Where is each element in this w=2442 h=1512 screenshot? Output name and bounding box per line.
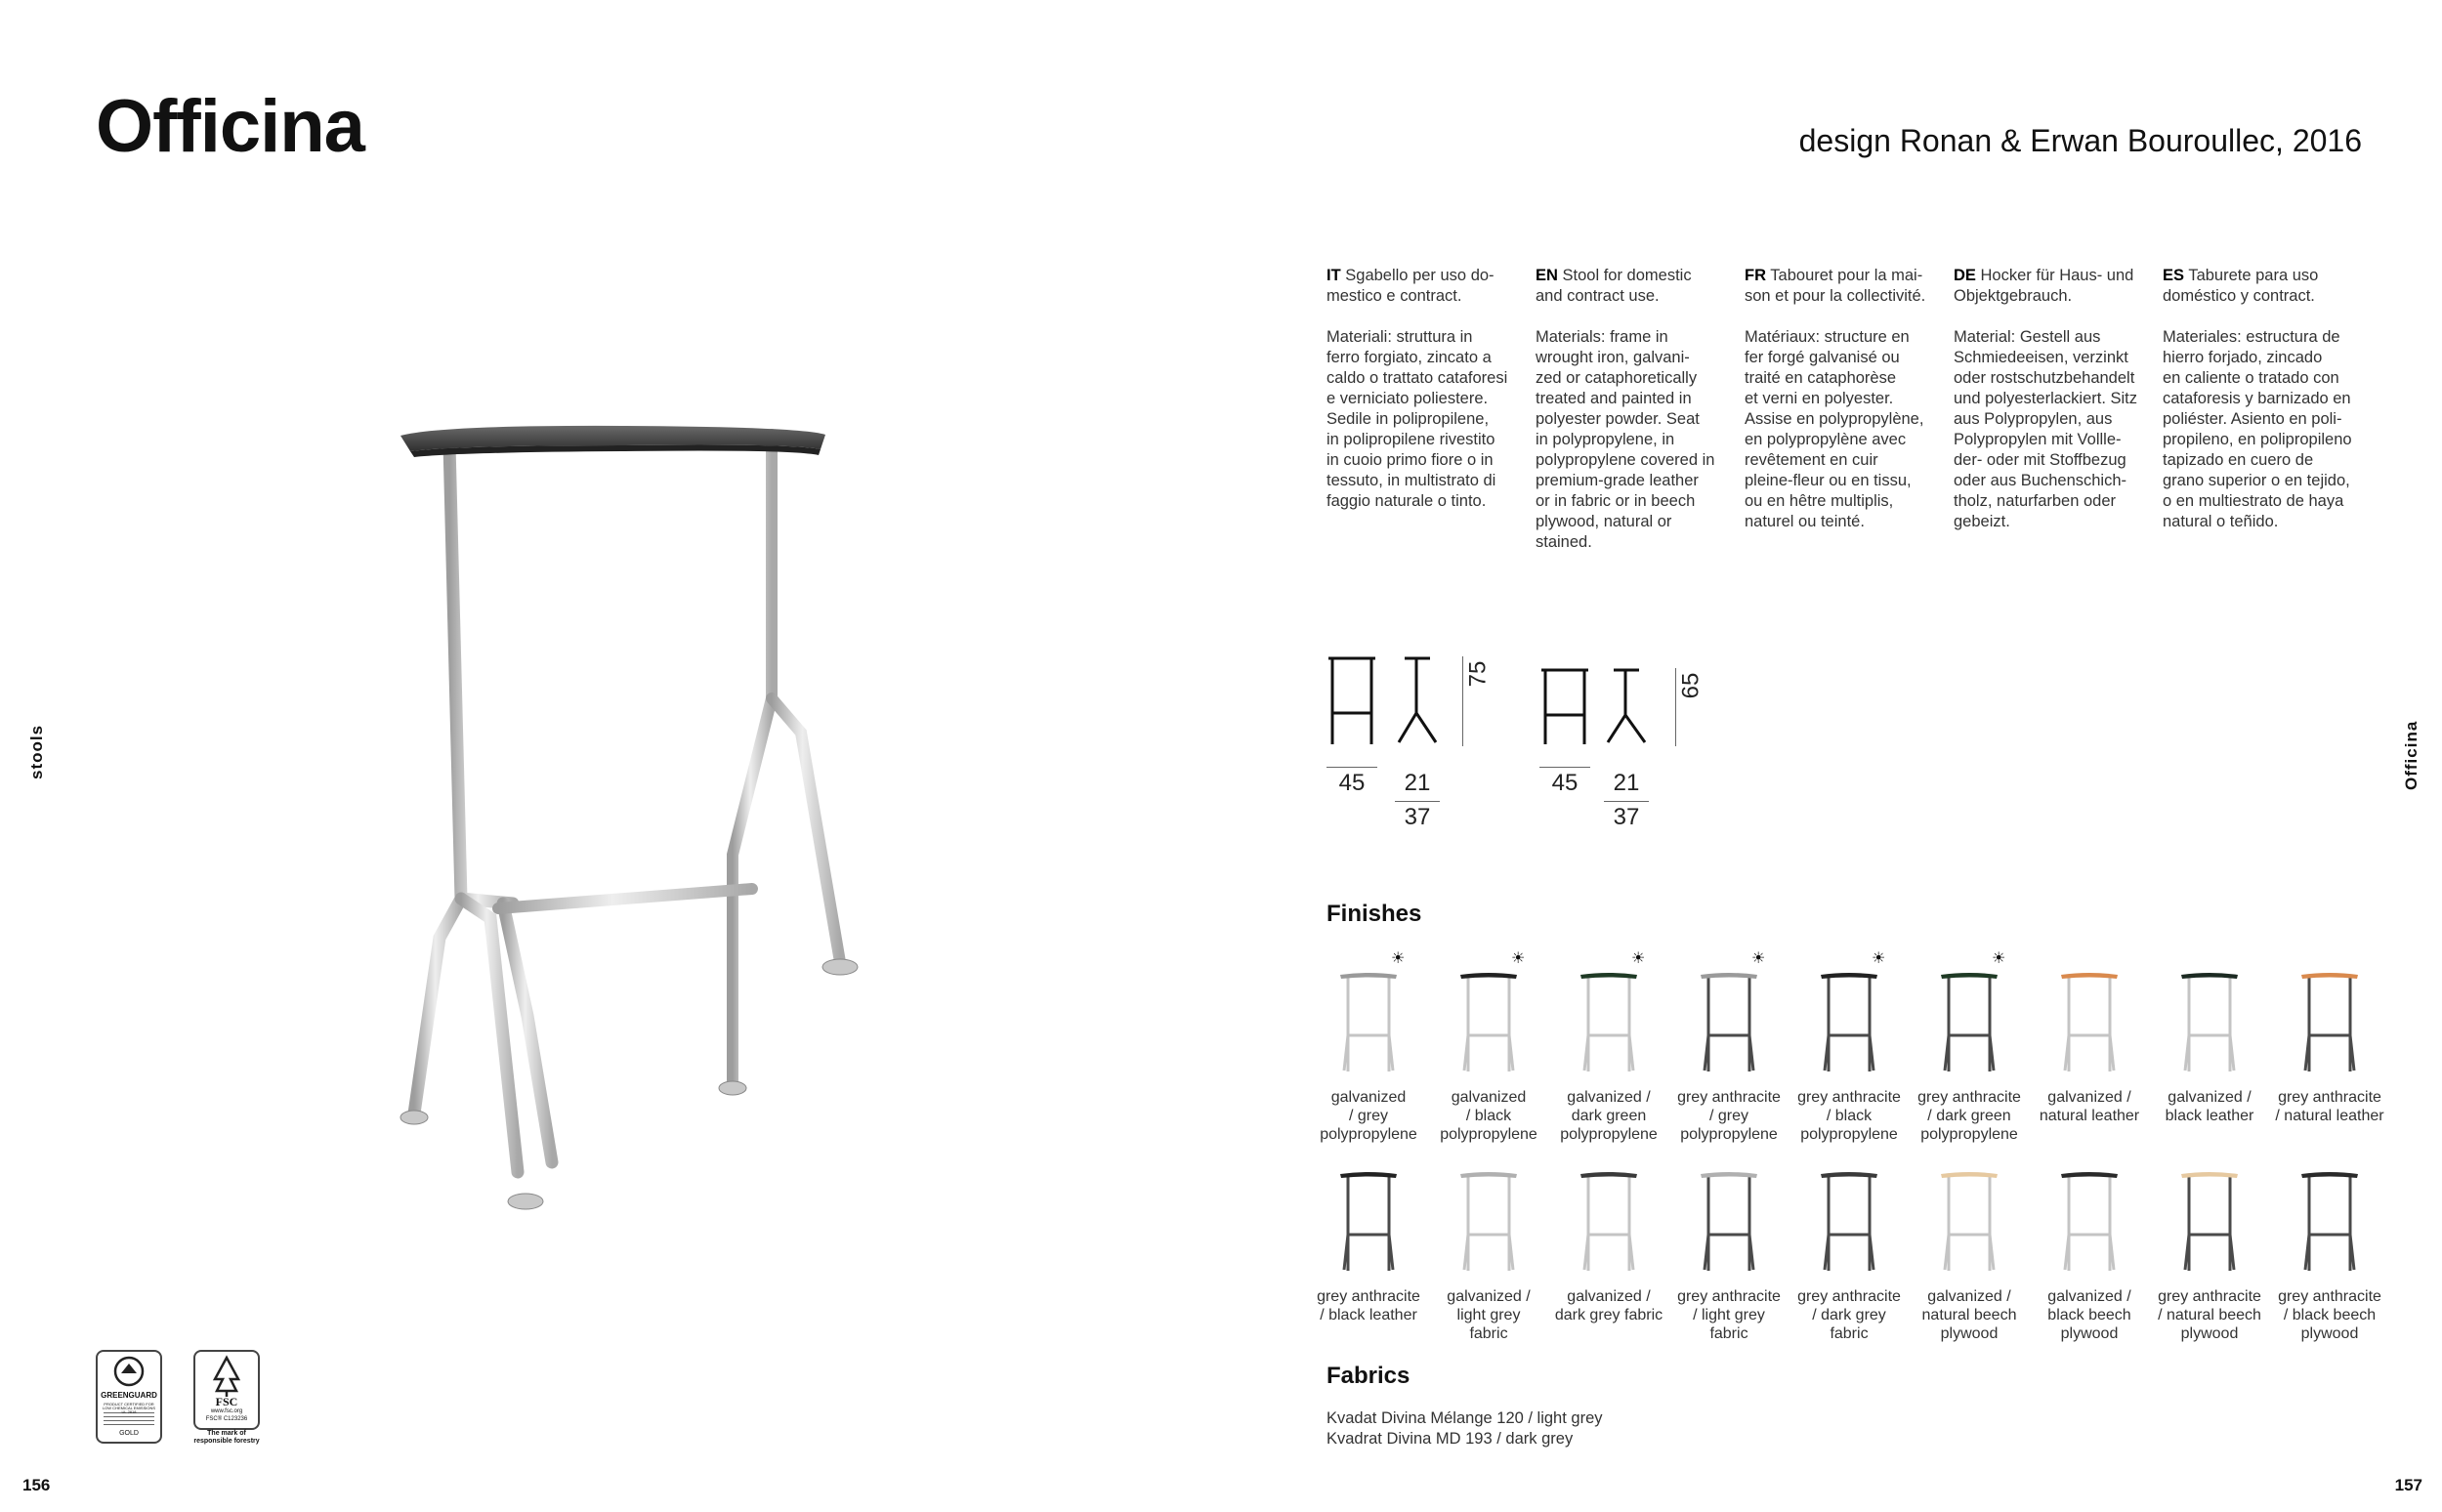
stool-thumbnail [2175,969,2244,1076]
seat-shape [1460,973,1517,979]
side-view-drawing-75 [1395,656,1440,746]
frame-shape [1464,1177,1513,1271]
fabrics-list [1326,1408,1603,1449]
depth-line-75 [1395,801,1440,802]
finish-swatch [1429,969,1548,1144]
finish-label: grey anthracite / natural leather [2275,1089,2384,1124]
frame-shape [2305,978,2354,1071]
seat-shape [1821,973,1877,979]
frame-shape [1705,1177,1753,1271]
width-value-65: 45 [1551,770,1579,796]
frame-shape [2065,978,2114,1071]
frame-shape [1825,978,1874,1071]
seat-shape [1941,973,1998,979]
finish-label: grey anthracite / dark grey fabric [1797,1288,1901,1342]
lang-code: ES [2163,267,2185,284]
side-label-left: stools [27,724,46,779]
finish-swatch [2150,969,2269,1125]
description-en [1536,266,1731,573]
fsc-name: FSC [215,1395,238,1408]
finish-label: galvanized / light grey fabric [1447,1288,1531,1342]
finish-label: grey anthracite / dark green polypropylene [1917,1089,2021,1143]
width-line-65 [1539,767,1590,768]
lang-intro: Stool for domestic and contract use. [1536,267,1692,305]
seat-shape [2061,1172,2118,1178]
page-title: Officina [96,85,364,168]
finish-label: galvanized / dark green polypropylene [1560,1089,1658,1143]
lang-intro: Sgabello per uso do- mestico e contract. [1326,267,1495,305]
lang-code: DE [1954,267,1976,284]
seat-shape [1580,1172,1637,1178]
outdoor-sun-icon: ☀ [1391,950,1406,967]
lang-code: EN [1536,267,1558,284]
side-view-drawing-65 [1604,668,1649,746]
fsc-badge [193,1350,260,1430]
stool-thumbnail [2055,969,2124,1076]
finish-swatch [2030,1168,2149,1343]
finish-swatch [1669,1168,1789,1343]
height-line-65 [1675,668,1676,746]
finish-swatch [1549,1168,1668,1324]
frame-shape [1344,978,1393,1071]
stool-thumbnail [1334,1168,1403,1276]
finish-swatch [1910,1168,2029,1343]
frame-shape [1945,1177,1994,1271]
depth-base-value-75: 37 [1404,804,1431,830]
description-fr [1745,266,1940,553]
seat-shape [1340,973,1397,979]
greenguard-badge [96,1350,162,1444]
finish-swatch [1789,969,1909,1144]
front-view-drawing-75 [1325,656,1383,746]
stool-thumbnail [2055,1168,2124,1276]
finish-label: galvanized / natural leather [2039,1089,2140,1124]
stool-thumbnail [1454,1168,1523,1276]
seat-shape [1340,1172,1397,1178]
designer-credit: design Ronan & Erwan Bouroullec, 2016 [1798,123,2362,158]
lang-materials: Matériaux: structure en fer forgé galvanisé ou traité en cataphorèse et verni en polyester. Assise en polypropylène, en polypropylène avec revêtement en cuir pleine-fleur ou en tissu, ou en hêtre multiplis, naturel ou teinté. [1745,328,1924,530]
finish-label: grey anthracite / grey polypropylene [1677,1089,1781,1143]
fsc-site: www.fsc.org [210,1408,243,1414]
finish-label: galvanized / grey polypropylene [1320,1089,1417,1143]
greenguard-subtext: PRODUCT CERTIFIED FOR LOW CHEMICAL EMISSIONS UL 2818 [102,1402,156,1414]
page-number-right: 157 [2394,1476,2422,1494]
lang-intro: Taburete para uso doméstico y contract. [2163,267,2319,305]
finish-label: galvanized / black polypropylene [1440,1089,1537,1143]
stool-thumbnail [2295,969,2364,1076]
seat-shape [2301,973,2358,979]
fabric-line: Kvadat Divina Mélange 120 / light grey [1326,1409,1603,1427]
finish-label: grey anthracite / natural beech plywood [2158,1288,2261,1342]
lang-code: IT [1326,267,1341,284]
stool-thumbnail [1454,969,1523,1076]
page-number-left: 156 [22,1476,51,1494]
finish-swatch [1789,1168,1909,1343]
stool-thumbnail [2295,1168,2364,1276]
stool-thumbnail [1935,969,2003,1076]
outdoor-sun-icon: ☀ [1511,950,1526,967]
fabric-line: Kvadrat Divina MD 193 / dark grey [1326,1430,1574,1448]
depth-value-75: 21 [1404,770,1431,796]
front-view-drawing-65 [1537,668,1596,746]
seat-shape [2061,973,2118,979]
stool-thumbnail [1334,969,1403,1076]
seat-shape [1701,1172,1757,1178]
frame-shape [1825,1177,1874,1271]
seat-shape [2301,1172,2358,1178]
lang-intro: Tabouret pour la mai- son et pour la collectivité. [1745,267,1926,305]
depth-base-value-65: 37 [1613,804,1640,830]
frame-shape [1464,978,1513,1071]
height-line-75 [1462,656,1463,746]
finish-label: galvanized / dark grey fabric [1554,1288,1663,1323]
lang-materials: Materiales: estructura de hierro forjado, zincado en caliente o tratado con cataforesis y barnizado en poliéster. Asiento en poli- propileno, en polipropileno tapizado en cuero de grano superior o en tejido, o en multiestrato de haya natural o teñido. [2163,328,2352,530]
finishes-heading: Finishes [1326,901,1422,927]
stool-thumbnail [1575,969,1643,1076]
lang-materials: Materiali: struttura in ferro forgiato, zincato a caldo o trattato cataforesi e verniciato poliestere. Sedile in polipropilene, in polipropilene rivestito in cuoio primo fiore o in tessuto, in multistrato di faggio naturale o tinto. [1326,328,1508,510]
fsc-code: FSC® C123236 [205,1416,248,1422]
width-value-75: 45 [1338,770,1366,796]
description-es [2163,266,2358,553]
stool-thumbnail [1935,1168,2003,1276]
frame-shape [2065,1177,2114,1271]
side-label-right: Officina [2402,720,2421,790]
height-value-75: 75 [1464,660,1492,688]
lang-intro: Hocker für Haus- und Objektgebrauch. [1954,267,2134,305]
lang-code: FR [1745,267,1766,284]
stool-thumbnail [1695,1168,1763,1276]
stool-thumbnail [1815,1168,1883,1276]
finish-swatch [1549,969,1668,1144]
outdoor-sun-icon: ☀ [1992,950,2006,967]
greenguard-level: GOLD [119,1430,139,1437]
lang-materials: Materials: frame in wrought iron, galvani- zed or cataphoretically treated and painted in polyester powder. Seat in polypropylene, in polypropylene covered in premium-grade leather or in fabric or in beech plywood, natural or stained. [1536,328,1715,551]
seat-shape [1941,1172,1998,1178]
stool-thumbnail [1695,969,1763,1076]
finish-swatch [1910,969,2029,1144]
finish-swatch [2270,969,2389,1125]
depth-value-65: 21 [1613,770,1640,796]
fabrics-heading: Fabrics [1326,1363,1410,1389]
finish-swatch [1309,969,1428,1144]
finish-label: galvanized / black leather [2165,1089,2254,1124]
finish-swatch [2030,969,2149,1125]
depth-line-65 [1604,801,1649,802]
finish-label: grey anthracite / black leather [1317,1288,1420,1323]
fsc-tagline: The mark of responsible forestry [193,1430,260,1445]
finish-label: galvanized / black beech plywood [2047,1288,2131,1342]
seat-shape [1701,973,1757,979]
finish-label: grey anthracite / black polypropylene [1797,1089,1901,1143]
finish-label: galvanized / natural beech plywood [1921,1288,2017,1342]
finish-label: grey anthracite / light grey fabric [1677,1288,1781,1342]
finish-label: grey anthracite / black beech plywood [2278,1288,2381,1342]
stool-thumbnail [2175,1168,2244,1276]
lang-materials: Material: Gestell aus Schmiedeeisen, verzinkt oder rostschutzbehandelt und polyesterlackiert. Sitz aus Polypropylen, aus Polypropylen mit Vollle- der- oder mit Stoffbezug oder aus Buchenschich- tholz, naturfarben oder gebeizt. [1954,328,2138,530]
greenguard-name: GREENGUARD [101,1391,157,1400]
stool-thumbnail [1815,969,1883,1076]
frame-shape [1584,978,1633,1071]
seat-shape [1460,1172,1517,1178]
outdoor-sun-icon: ☀ [1872,950,1886,967]
frame-shape [2185,1177,2234,1271]
finish-swatch [1309,1168,1428,1324]
seat-shape [1580,973,1637,979]
outdoor-sun-icon: ☀ [1631,950,1646,967]
finish-swatch [2270,1168,2389,1343]
width-line-75 [1326,767,1377,768]
seat-shape [2181,973,2238,979]
finish-swatch [1429,1168,1548,1343]
frame-shape [1705,978,1753,1071]
outdoor-sun-icon: ☀ [1751,950,1766,967]
product-photo-stool [381,410,850,1221]
height-value-65: 65 [1677,672,1705,699]
frame-shape [1344,1177,1393,1271]
finish-swatch [1669,969,1789,1144]
frame-shape [1945,978,1994,1071]
frame-shape [2305,1177,2354,1271]
frame-shape [2185,978,2234,1071]
finish-swatch [2150,1168,2269,1343]
seat-shape [1821,1172,1877,1178]
description-de [1954,266,2149,553]
frame-shape [1584,1177,1633,1271]
stool-thumbnail [1575,1168,1643,1276]
description-it [1326,266,1522,532]
seat-shape [2181,1172,2238,1178]
